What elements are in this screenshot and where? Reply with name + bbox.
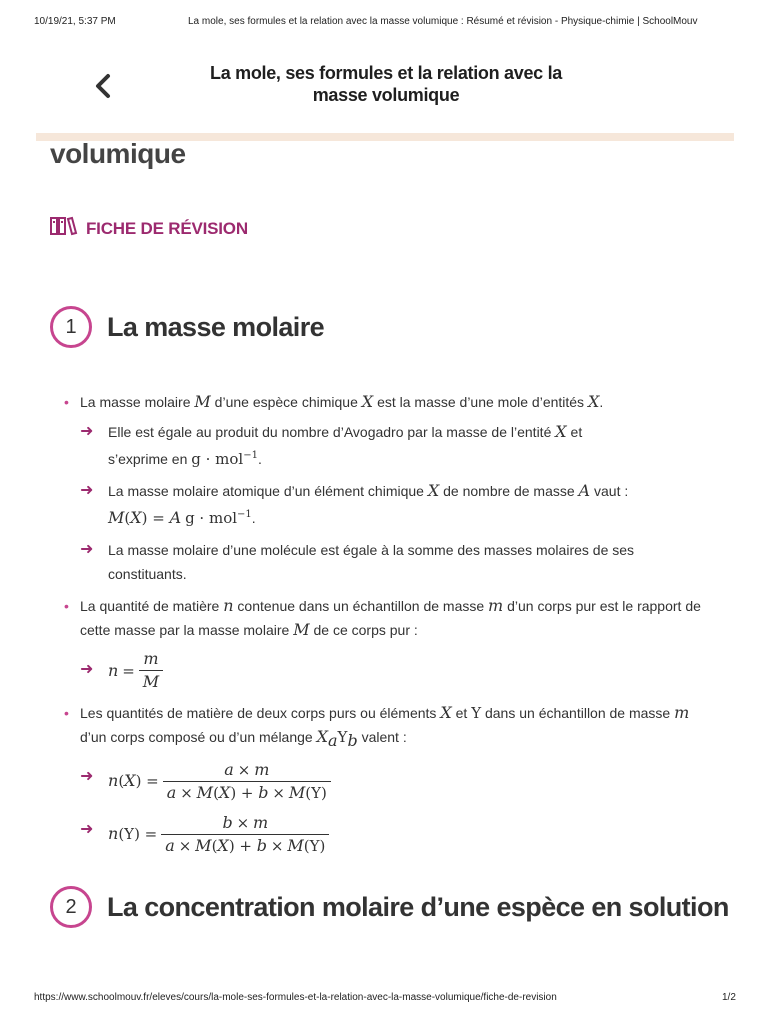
sub-list-item <box>62 648 702 693</box>
section-1-heading <box>50 306 324 348</box>
list-item: • La masse molaire M d’une espèce chimique X est la masse d’une mole d’entités X. <box>62 390 702 414</box>
page-title <box>196 62 576 106</box>
course-title-partial: volumique <box>50 138 186 169</box>
sub-list-item: ➜ La masse molaire d’une molécule est égale à la somme des masses molaires de ses constituants. <box>62 538 702 586</box>
page-title-line-1: La mole, ses formules et la relation avec la <box>210 63 562 83</box>
top-bar <box>36 60 734 120</box>
print-document-title: La mole, ses formules et la relation avec la masse volumique : Résumé et révision - Physique-chimie | SchoolMouv <box>188 16 698 27</box>
formula-ny: n (Y) = $\frac{b \times m}{a \times M(X) + b \times M(Y)}$ <box>108 812 702 857</box>
books-icon <box>50 216 78 241</box>
arrow-right-icon: ➜ <box>80 767 94 785</box>
section-number-badge: 1 <box>50 306 92 348</box>
section-1-content <box>62 390 702 865</box>
arrow-right-icon: ➜ <box>80 541 94 558</box>
section-number-badge: 2 <box>50 886 92 928</box>
fiche-label: FICHE DE RÉVISION <box>86 218 248 238</box>
list-item: • La quantité de matière n contenue dans un échantillon de masse m d’un corps pur est le rapport de cette masse par la masse molaire M de ce corps pur : <box>62 594 702 642</box>
section-title: La masse molaire <box>107 311 325 342</box>
list-item: • Les quantités de matière de deux corps purs ou éléments X et Y dans un échantillon de masse m d’un corps composé ou d’un mélange $X_aY_b$ valent : <box>62 701 702 753</box>
formula-n: n = $\frac{m}{M}$ <box>108 648 702 693</box>
fiche-de-revision-label <box>50 216 248 241</box>
sub-list-item: ➜ La masse molaire atomique d’un élément chimique X de nombre de masse A vaut : M(X) = A g · mol$^{-1}$. <box>80 481 629 527</box>
page-title-line-2: masse volumique <box>312 85 460 105</box>
arrow-right-icon: ➜ <box>80 661 94 678</box>
formula-nx: n ( X ) = $\frac{a \times m}{a \times M(X) + b \times M(Y)}$ <box>108 759 702 804</box>
arrow-right-icon: ➜ <box>80 820 94 838</box>
page-number: 1/2 <box>722 992 736 1003</box>
arrow-right-icon: ➜ <box>80 423 94 440</box>
print-url: https://www.schoolmouv.fr/eleves/cours/la-mole-ses-formules-et-la-relation-avec-la-masse-volumique/fiche-de-revision <box>34 992 557 1003</box>
section-2-heading <box>50 886 729 928</box>
print-date: 10/19/21, 5:37 PM <box>34 16 116 27</box>
sub-list-item: ➜ Elle est égale au produit du nombre d’Avogadro par la masse de l’entité X et s’exprime en g · mol$^{-1}$. <box>80 422 583 468</box>
arrow-right-icon: ➜ <box>80 482 94 499</box>
section-title: La concentration molaire d’une espèce en solution <box>107 891 729 922</box>
sub-list-item <box>62 759 702 804</box>
sub-list-item <box>62 812 702 857</box>
chevron-left-icon[interactable] <box>94 72 112 100</box>
print-header <box>0 16 768 32</box>
